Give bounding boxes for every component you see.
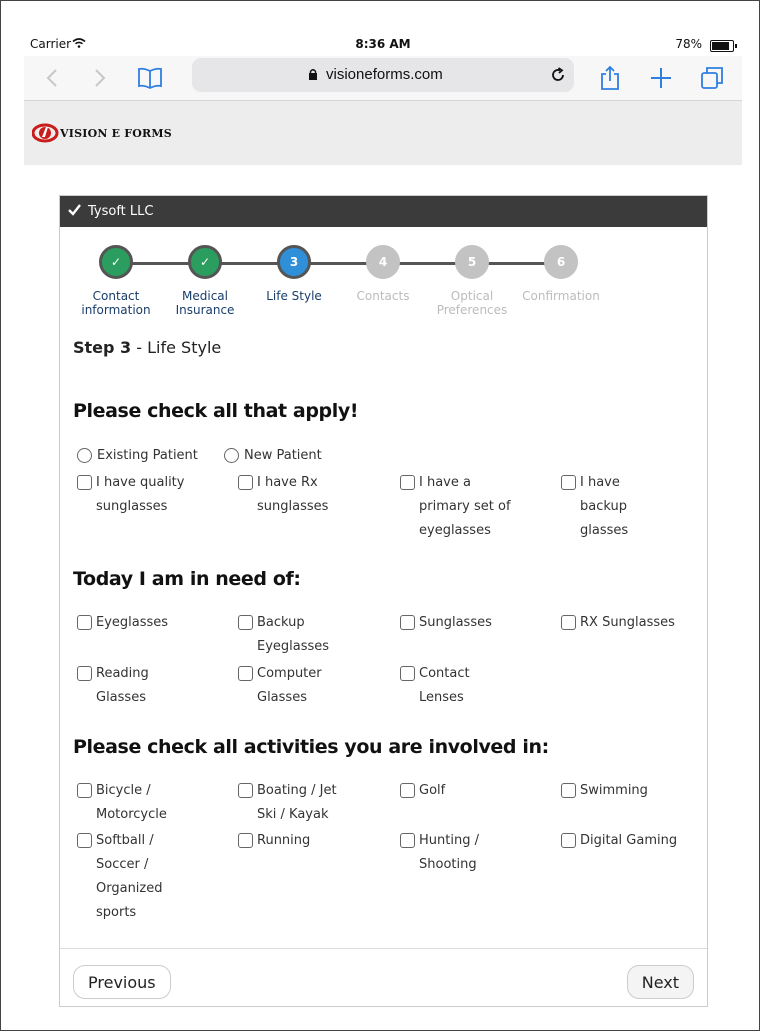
- progress-stepper: [60, 236, 707, 326]
- battery-icon: [710, 40, 734, 52]
- checkbox[interactable]: [561, 475, 576, 490]
- checkbox[interactable]: [77, 666, 92, 681]
- option-label: I have quality sunglasses: [96, 475, 185, 514]
- step-done-icon: ✓: [99, 245, 133, 279]
- option-label: Digital Gaming: [580, 833, 678, 848]
- site-header: [24, 101, 742, 165]
- checkbox[interactable]: [238, 475, 253, 490]
- card-footer: [60, 948, 707, 1007]
- option-label: Existing Patient: [97, 448, 198, 463]
- lock-icon: [308, 68, 318, 80]
- step-done-icon: ✓: [188, 245, 222, 279]
- bookmarks-icon[interactable]: [136, 64, 164, 92]
- step-5: [422, 236, 522, 317]
- option-label: Swimming: [580, 783, 648, 798]
- step-number: 3: [277, 245, 311, 279]
- step-1[interactable]: [66, 236, 166, 317]
- option-label: Reading Glasses: [96, 666, 149, 705]
- status-bar: [24, 34, 742, 56]
- option-label: Sunglasses: [419, 615, 492, 630]
- previous-button[interactable]: Previous: [73, 965, 171, 999]
- option-label: New Patient: [244, 448, 322, 463]
- checkbox[interactable]: [77, 783, 92, 798]
- checkbox-rx-sunglasses-need[interactable]: [561, 611, 680, 635]
- step-label: Confirmation: [522, 289, 600, 303]
- card-header: [60, 196, 707, 227]
- option-label: Running: [257, 833, 311, 848]
- checkbox[interactable]: [238, 783, 253, 798]
- step-label: Life Style: [266, 289, 322, 303]
- checkbox-boating[interactable]: [238, 779, 342, 827]
- url-text: visioneforms.com: [326, 66, 443, 83]
- checkbox[interactable]: [400, 783, 415, 798]
- battery-percent: 78%: [675, 37, 702, 51]
- option-label: Softball / Soccer / Organized sports: [96, 833, 163, 920]
- section-title-activities: Please check all activities you are involved in:: [73, 736, 549, 758]
- option-label: Boating / Jet Ski / Kayak: [257, 783, 337, 822]
- checkbox-backup-glasses[interactable]: [561, 471, 670, 543]
- checkbox[interactable]: [400, 475, 415, 490]
- form-card: [59, 195, 708, 1007]
- logo-eye-icon: [32, 122, 60, 144]
- next-button[interactable]: Next: [627, 965, 694, 999]
- step-heading: [73, 338, 221, 357]
- radio-circle[interactable]: [224, 448, 239, 463]
- checkbox[interactable]: [400, 615, 415, 630]
- step-4: [333, 236, 433, 303]
- browser-toolbar: [24, 56, 742, 101]
- checkbox-primary-eyeglasses[interactable]: [400, 471, 514, 543]
- option-label: I have backup glasses: [580, 475, 629, 538]
- checkbox[interactable]: [561, 833, 576, 848]
- checkbox-computer-glasses[interactable]: [238, 662, 327, 710]
- section-title-apply: Please check all that apply!: [73, 400, 359, 422]
- step-label: Optical Preferences: [436, 289, 508, 317]
- tabs-icon[interactable]: [698, 64, 726, 92]
- checkbox[interactable]: [561, 783, 576, 798]
- option-label: Eyeglasses: [96, 615, 169, 630]
- step-number: 5: [455, 245, 489, 279]
- checkmark-icon: [68, 204, 81, 216]
- checkbox[interactable]: [77, 833, 92, 848]
- step-heading-suffix: - Life Style: [131, 338, 222, 357]
- step-6: [511, 236, 611, 303]
- option-label: Bicycle / Motorcycle: [96, 783, 167, 822]
- step-number: 6: [544, 245, 578, 279]
- checkbox[interactable]: [238, 833, 253, 848]
- step-label: Medical Insurance: [175, 289, 235, 317]
- logo-text: VISION E FORMS: [60, 126, 172, 140]
- checkbox-softball[interactable]: [77, 829, 166, 925]
- forward-icon[interactable]: [86, 64, 114, 92]
- step-heading-prefix: Step 3: [73, 338, 132, 357]
- share-icon[interactable]: [596, 64, 624, 92]
- checkbox-swimming[interactable]: [561, 779, 700, 803]
- checkbox-hunting[interactable]: [400, 829, 484, 877]
- step-2[interactable]: [155, 236, 255, 317]
- checkbox-golf[interactable]: [400, 779, 539, 803]
- checkbox-bicycle[interactable]: [77, 779, 171, 827]
- checkbox-running[interactable]: [238, 829, 377, 853]
- checkbox-sunglasses[interactable]: [400, 611, 539, 635]
- checkbox[interactable]: [77, 475, 92, 490]
- checkbox-digital-gaming[interactable]: [561, 829, 690, 853]
- option-label: I have a primary set of eyeglasses: [419, 475, 511, 538]
- step-label: Contact information: [81, 289, 151, 317]
- option-label: Computer Glasses: [257, 666, 322, 705]
- checkbox[interactable]: [561, 615, 576, 630]
- checkbox[interactable]: [77, 615, 92, 630]
- clock: 8:36 AM: [355, 37, 411, 51]
- site-logo[interactable]: [32, 121, 172, 145]
- checkbox-contact-lenses[interactable]: [400, 662, 479, 710]
- step-number: 4: [366, 245, 400, 279]
- back-icon[interactable]: [38, 64, 66, 92]
- step-label: Contacts: [356, 289, 410, 303]
- radio-circle[interactable]: [77, 448, 92, 463]
- checkbox-rx-sunglasses[interactable]: [238, 471, 327, 519]
- new-patient-radio[interactable]: [224, 444, 364, 468]
- existing-patient-radio[interactable]: [77, 444, 217, 468]
- new-tab-icon[interactable]: [647, 64, 675, 92]
- company-name: Tysoft LLC: [88, 204, 154, 219]
- option-label: Contact Lenses: [419, 666, 470, 705]
- option-label: I have Rx sunglasses: [257, 475, 329, 514]
- checkbox-backup-eyeglasses[interactable]: [238, 611, 332, 659]
- address-bar[interactable]: [192, 58, 574, 92]
- section-title-need: Today I am in need of:: [73, 568, 301, 590]
- checkbox[interactable]: [400, 666, 415, 681]
- reload-icon[interactable]: [548, 65, 568, 85]
- carrier-label: Carrier: [30, 37, 72, 51]
- checkbox[interactable]: [238, 666, 253, 681]
- checkbox-quality-sunglasses[interactable]: [77, 471, 186, 519]
- checkbox[interactable]: [400, 833, 415, 848]
- checkbox[interactable]: [238, 615, 253, 630]
- option-label: RX Sunglasses: [580, 615, 675, 630]
- step-3[interactable]: [244, 236, 344, 303]
- option-label: Golf: [419, 783, 446, 798]
- checkbox-eyeglasses[interactable]: [77, 611, 216, 635]
- option-label: Hunting / Shooting: [419, 833, 479, 872]
- option-label: Backup Eyeglasses: [257, 615, 330, 654]
- checkbox-reading-glasses[interactable]: [77, 662, 156, 710]
